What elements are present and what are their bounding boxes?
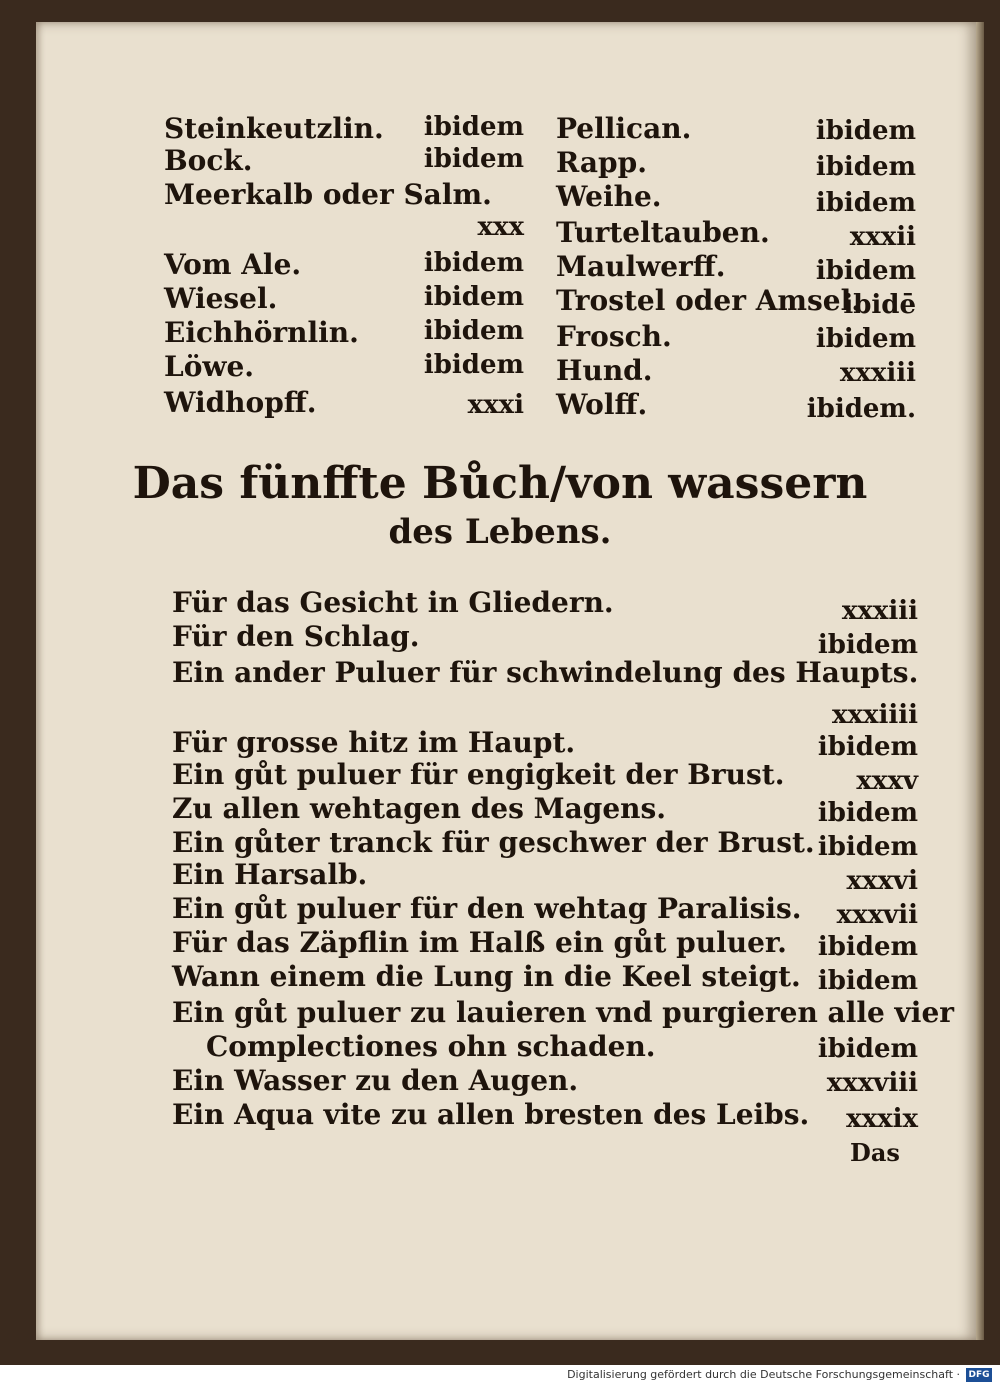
contents-entry: Ein gůter tranck für geschwer der Brust. <box>172 826 815 859</box>
contents-entry: Ein Aqua vite zu allen bresten des Leibs. <box>172 1098 810 1131</box>
contents-ref: ibidem <box>817 630 918 660</box>
contents-ref: ibidem <box>817 798 918 828</box>
index-entry: Turteltauben. <box>556 216 770 249</box>
contents-entry: Ein gůt puluer zu lauieren vnd purgieren alle vier <box>172 996 955 1029</box>
contents-entry: Wann einem die Lung in die Keel steigt. <box>172 960 801 993</box>
contents-ref: xxxvii <box>836 900 918 930</box>
footer-credit: Digitalisierung gefördert durch die Deutsche Forschungsgemeinschaft · <box>567 1368 960 1381</box>
index-entry: Pellican. <box>556 112 692 145</box>
contents-ref: ibidem <box>817 966 918 996</box>
index-entry: Maulwerff. <box>556 250 726 283</box>
index-entry: Weihe. <box>556 180 662 213</box>
contents-ref: xxxv <box>856 766 918 796</box>
contents-ref: ibidem <box>817 932 918 962</box>
index-ref: ibidem <box>815 188 916 218</box>
index-ref: ibidem <box>423 282 524 312</box>
contents-ref: xxxix <box>846 1104 918 1134</box>
index-ref: ibidem <box>423 112 524 142</box>
catchword: Das <box>850 1138 900 1167</box>
index-ref: xxxiii <box>839 358 916 388</box>
index-ref: ibidem <box>815 116 916 146</box>
index-entry: Steinkeutzlin. <box>164 112 384 145</box>
section-heading: Das fünffte Bůch/von wassern <box>132 458 868 509</box>
contents-ref: xxxiiii <box>831 700 918 730</box>
index-entry: Hund. <box>556 354 653 387</box>
contents-entry: Ein Wasser zu den Augen. <box>172 1064 579 1097</box>
contents-entry: Für grosse hitz im Haupt. <box>172 726 576 759</box>
index-ref: ibidem. <box>806 394 916 424</box>
contents-entry: Ein ander Puluer für schwindelung des Haupts. <box>172 656 919 689</box>
index-entry: Wiesel. <box>164 282 278 315</box>
contents-ref: ibidem <box>817 832 918 862</box>
index-ref: ibidem <box>815 324 916 354</box>
contents-ref: xxxvi <box>846 866 918 896</box>
index-entry: Frosch. <box>556 320 672 353</box>
index-entry: Eichhörnlin. <box>164 316 359 349</box>
index-ref: ibidem <box>423 316 524 346</box>
index-entry: Bock. <box>164 144 253 177</box>
contents-ref: xxxiii <box>841 596 918 626</box>
footer-bar <box>0 1365 1000 1386</box>
index-entry: Trostel oder Amsel. <box>556 284 862 317</box>
contents-entry: Ein Harsalb. <box>172 858 368 891</box>
index-entry: Widhopff. <box>164 386 317 419</box>
index-entry: Wolff. <box>556 388 648 421</box>
index-ref: ibidem <box>423 350 524 380</box>
contents-entry: Ein gůt puluer für den wehtag Paralisis. <box>172 892 802 925</box>
index-entry: Vom Ale. <box>164 248 302 281</box>
index-entry: Meerkalb oder Salm. <box>164 178 492 211</box>
contents-entry: Zu allen wehtagen des Magens. <box>172 792 667 825</box>
contents-ref: ibidem <box>817 1034 918 1064</box>
index-ref: ibidem <box>815 152 916 182</box>
contents-ref: xxxviii <box>826 1068 918 1098</box>
contents-entry: Für das Zäpflin im Halß ein gůt puluer. <box>172 926 787 959</box>
index-ref: ibidem <box>423 144 524 174</box>
contents-entry: Complectiones ohn schaden. <box>206 1030 656 1063</box>
index-ref: ibidē <box>843 290 916 320</box>
contents-entry: Für den Schlag. <box>172 620 420 653</box>
contents-entry: Für das Gesicht in Gliedern. <box>172 586 614 619</box>
index-ref: ibidem <box>815 256 916 286</box>
index-ref: xxxi <box>467 390 524 420</box>
index-entry: Rapp. <box>556 146 647 179</box>
index-entry: Löwe. <box>164 350 255 383</box>
index-ref: ibidem <box>423 248 524 278</box>
dfg-logo: DFG <box>966 1368 992 1382</box>
index-ref: xxxii <box>849 222 916 252</box>
page-edge <box>976 22 984 1340</box>
section-subheading: des Lebens. <box>388 512 612 552</box>
index-ref: xxx <box>477 212 524 242</box>
contents-ref: ibidem <box>817 732 918 762</box>
contents-entry: Ein gůt puluer für engigkeit der Brust. <box>172 758 785 791</box>
